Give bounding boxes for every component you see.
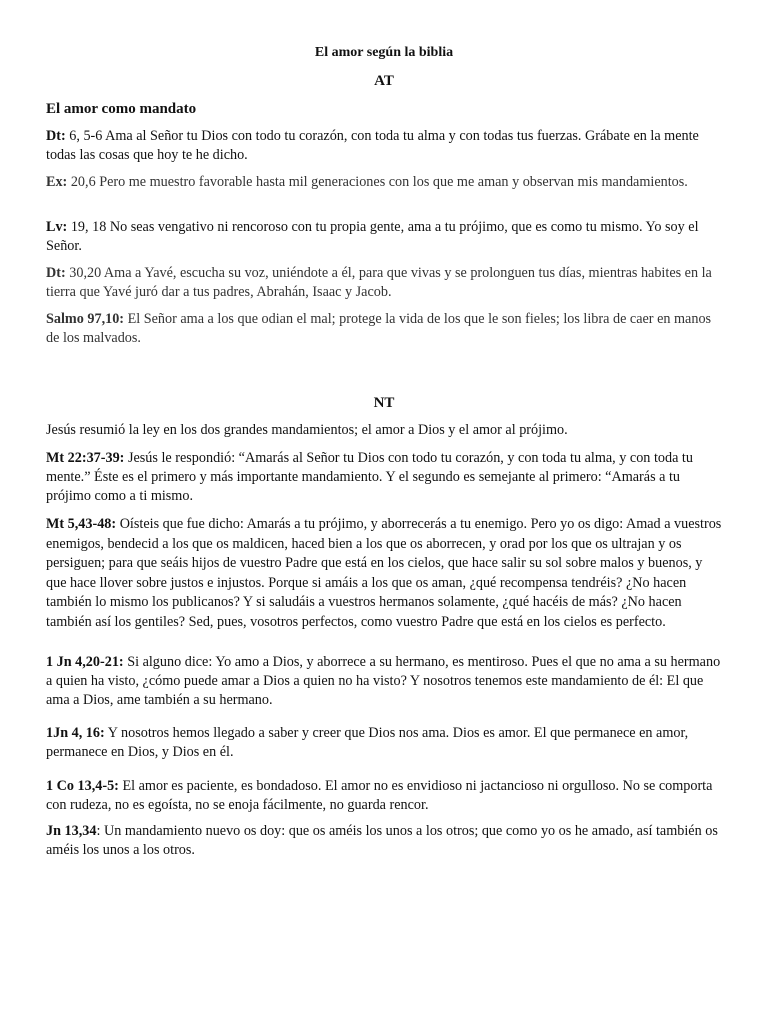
passage-ref: Lv: <box>46 219 68 235</box>
passage-text: Oísteis que fue dicho: Amarás a tu prójimo, y aborrecerás a tu enemigo. Pero yo os digo: Amad a vuestros enemigos, bendecid a los que os maldicen, haced bien a los que os aborrecen, y orad por los que os ultrajan y os persiguen; para que seáis hijos de vuestro Padre que está en los cielos, que hace salir su sol sobre malos y buenos, y que hace llover sobre justos e injustos. Porque si amáis a los que os aman, ¿qué recompensa tendréis? ¿No hacen también lo mismo los publicanos? Y si saludáis a vuestros hermanos solamente, ¿qué hacéis de más? ¿No hacen también así los gentiles? Sed, pues, vosotros perfectos, como vuestro Padre que está en los cielos es perfecto. <box>46 516 722 630</box>
passage-ref: Mt 5,43-48: <box>46 516 117 532</box>
passage-ref: Salmo 97,10: <box>46 311 125 327</box>
passage-dt-6 <box>46 127 726 165</box>
passage-ex-20 <box>46 173 726 192</box>
passage-text: 19, 18 No seas vengativo ni rencoroso con tu propia gente, ama a tu prójimo, que es como tu mismo. Yo soy el Señor. <box>46 219 699 254</box>
passage-text: 30,20 Ama a Yavé, escucha su voz, uniéndote a él, para que vivas y se prolonguen tus días, mientras habites en la tierra que Yavé juró dar a tus padres, Abrahán, Isaac y Jacob. <box>46 265 712 300</box>
passage-jn-13 <box>46 822 726 860</box>
passage-ref: Dt: <box>46 128 66 144</box>
passage-text: : Un mandamiento nuevo os doy: que os améis los unos a los otros; que como yo os he amado, así también os améis los unos a los otros. <box>46 823 718 858</box>
passage-text: Y nosotros hemos llegado a saber y creer que Dios nos ama. Dios es amor. El que permanece en amor, permanece en Dios, y Dios en él. <box>46 725 689 760</box>
passage-1jn-4-16 <box>46 724 726 762</box>
passage-mt-5 <box>46 515 726 632</box>
passage-dt-30 <box>46 264 726 302</box>
passage-text: 6, 5-6 Ama al Señor tu Dios con todo tu corazón, con toda tu alma y con todas tus fuerzas. Grábate en la mente todas las cosas que hoy te he dicho. <box>46 128 699 163</box>
passage-ref: Jn 13,34 <box>46 823 97 839</box>
section-heading-at: AT <box>374 73 394 89</box>
section-heading-nt: NT <box>373 395 395 411</box>
passage-salmo-97 <box>46 310 726 348</box>
passage-ref: 1Jn 4, 16: <box>46 725 105 741</box>
passage-1jn-4-20 <box>46 653 726 710</box>
passage-ref: 1 Jn 4,20-21: <box>46 654 124 670</box>
passage-text: Jesús le respondió: “Amarás al Señor tu Dios con todo tu corazón, y con toda tu alma, y con toda tu mente.” Éste es el primero y más importante mandamiento. Y el segundo es semejante al primero: “Amarás a tu prójimo como a ti mismo. <box>46 450 693 504</box>
nt-intro: Jesús resumió la ley en los dos grandes mandamientos; el amor a Dios y el amor al prójimo. <box>46 422 568 438</box>
passage-text: Si alguno dice: Yo amo a Dios, y aborrece a su hermano, es mentiroso. Pues el que no ama a su hermano a quien ha visto, ¿cómo puede amar a Dios a quien no ha visto? Y nosotros tenemos este mandamiento de él: El que ama a Dios, ame también a su hermano. <box>46 654 721 708</box>
passage-ref: Ex: <box>46 174 68 190</box>
passage-mt-22 <box>46 449 726 506</box>
passage-text: 20,6 Pero me muestro favorable hasta mil generaciones con los que me aman y observan mis mandamientos. <box>67 174 688 190</box>
passage-ref: Dt: <box>46 265 66 281</box>
passage-text: El amor es paciente, es bondadoso. El amor no es envidioso ni jactancioso ni orgulloso. No se comporta con rudeza, no es egoísta, no se enoja fácilmente, no guarda rencor. <box>46 778 713 813</box>
document-title: El amor según la biblia <box>314 45 454 60</box>
passage-1co-13 <box>46 777 726 815</box>
passage-lv-19 <box>46 218 726 256</box>
passage-ref: Mt 22:37-39: <box>46 450 125 466</box>
subheading-mandate: El amor como mandato <box>46 101 197 117</box>
passage-text: El Señor ama a los que odian el mal; protege la vida de los que le son fieles; los libra de caer en manos de los malvados. <box>46 311 712 346</box>
passage-ref: 1 Co 13,4-5: <box>46 778 119 794</box>
